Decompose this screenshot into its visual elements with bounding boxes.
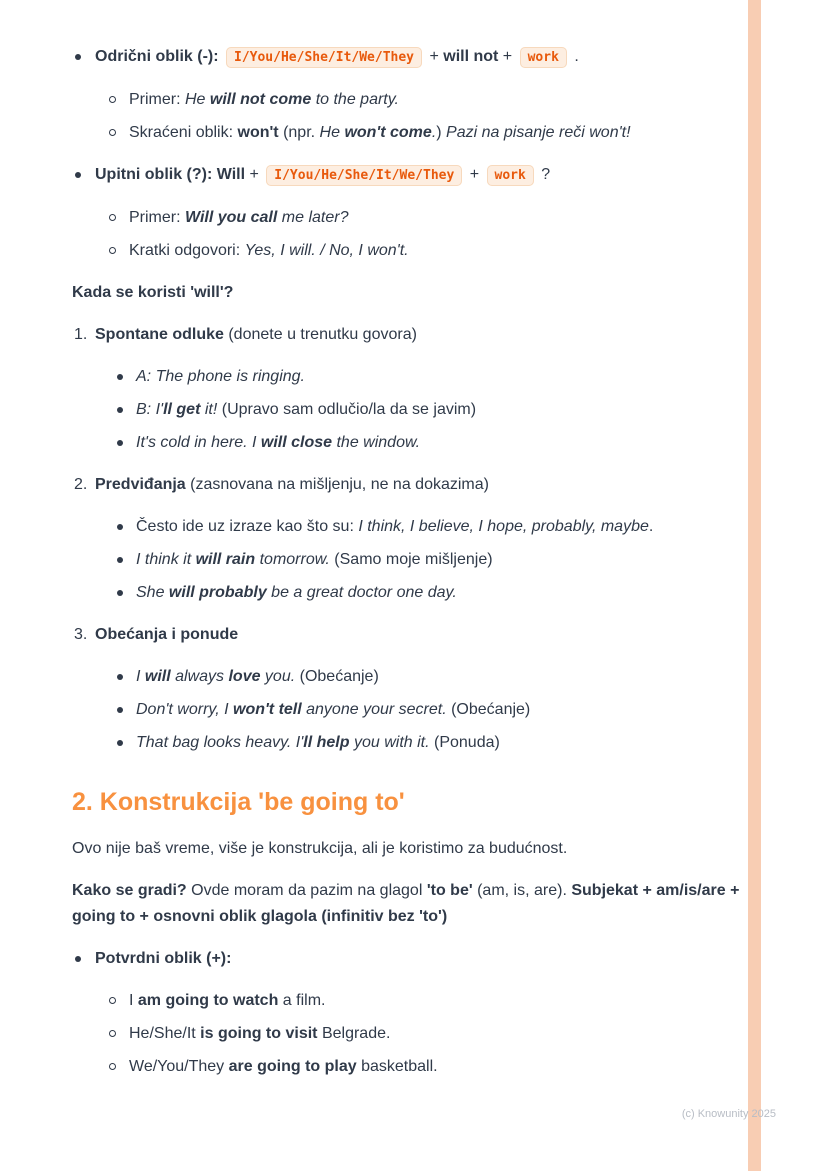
rich-text	[129, 1058, 438, 1075]
text-segment: tomorrow.	[255, 551, 330, 568]
rich-text	[136, 584, 457, 601]
code-chip: work	[520, 47, 567, 68]
nested-list-item	[72, 664, 748, 690]
code-chip: I/You/He/She/It/We/They	[226, 47, 422, 68]
text-segment: She	[136, 584, 169, 601]
text-segment: Pazi na pisanje reči won't!	[446, 124, 631, 141]
text-segment: will probably	[168, 584, 267, 601]
text-segment: Primer:	[129, 209, 185, 226]
rich-text	[129, 209, 348, 226]
text-segment: Belgrade.	[317, 1025, 391, 1042]
text-segment: Obećanja i ponude	[95, 626, 239, 643]
text-segment: Will you call	[185, 209, 278, 226]
text-segment: always	[170, 668, 229, 685]
rich-text	[136, 434, 420, 451]
text-segment: Primer:	[129, 91, 185, 108]
text-segment: you.	[260, 668, 296, 685]
text-segment: (Upravo sam odlučio/la da se javim)	[217, 401, 477, 418]
bullet-circle-icon	[109, 96, 116, 103]
text-segment: Don't worry, I	[136, 701, 233, 718]
text-segment: That bag looks heavy. I'	[136, 734, 304, 751]
numbered-list-item	[72, 622, 748, 648]
text-segment: ll get	[163, 401, 201, 418]
sub-list-item	[72, 1054, 748, 1080]
text-segment: Yes, I will. / No, I won't.	[244, 242, 409, 259]
text-segment: me later?	[277, 209, 349, 226]
rich-text	[95, 166, 550, 183]
text-segment: I think it	[136, 551, 196, 568]
text-segment: basketball.	[356, 1058, 438, 1075]
bullet-circle-icon	[109, 997, 116, 1004]
text-segment: 2. Konstrukcija 'be going to'	[72, 788, 405, 816]
text-segment: (Obećanje)	[295, 668, 379, 685]
text-segment: Potvrdni oblik (+):	[95, 950, 232, 967]
text-segment: anyone your secret.	[301, 701, 447, 718]
list-number: 2.	[74, 476, 88, 493]
text-segment: Odrični oblik (-):	[95, 48, 223, 65]
rich-text	[95, 626, 238, 643]
text-segment: will	[144, 668, 171, 685]
rich-text	[95, 48, 579, 65]
text-segment: B: I'	[136, 401, 164, 418]
bullet-disc-icon	[117, 557, 123, 563]
rich-text	[129, 1025, 390, 1042]
rich-text	[136, 518, 653, 535]
bullet-disc-icon	[117, 440, 123, 446]
text-segment: .	[569, 48, 579, 65]
bullet-circle-icon	[109, 247, 116, 254]
sub-list-item	[72, 988, 748, 1014]
text-segment: .	[648, 518, 654, 535]
text-segment: He/She/It	[129, 1025, 201, 1042]
bullet-circle-icon	[109, 214, 116, 221]
text-segment: Subjekat + am/is/are + going to + osnovni oblik glagola (infinitiv bez 'to')	[72, 882, 740, 925]
text-segment: (Obećanje)	[446, 701, 531, 718]
paragraph	[72, 280, 748, 306]
text-segment: He	[319, 124, 345, 141]
nested-list-item	[72, 730, 748, 756]
list-item	[72, 162, 748, 189]
text-segment: We/You/They	[129, 1058, 229, 1075]
list-number: 1.	[74, 326, 88, 343]
paragraph	[72, 836, 748, 862]
rich-text	[136, 668, 379, 685]
text-segment: ll help	[303, 734, 350, 751]
document-content	[72, 26, 748, 1087]
bullet-disc-icon	[117, 674, 123, 680]
text-segment: Upitni oblik (?): Will	[95, 166, 246, 183]
text-segment: will not come	[209, 91, 312, 108]
text-segment: Ovde moram da pazim na glagol	[186, 882, 427, 899]
text-segment: Spontane odluke	[95, 326, 224, 343]
text-segment: 'to be'	[426, 882, 473, 899]
text-segment: +	[245, 166, 264, 183]
code-chip: work	[487, 165, 534, 186]
bullet-disc-icon	[75, 54, 81, 60]
text-segment: I	[129, 992, 138, 1009]
text-segment: Predviđanja	[95, 476, 186, 493]
page-edge-stripe	[748, 0, 761, 1171]
rich-text	[136, 368, 305, 385]
text-segment: the window.	[332, 434, 421, 451]
sub-list-item	[72, 1021, 748, 1047]
list-item	[72, 946, 748, 972]
rich-text	[136, 734, 500, 751]
bullet-circle-icon	[109, 129, 116, 136]
bullet-disc-icon	[117, 407, 123, 413]
sub-list-item	[72, 120, 748, 146]
text-segment: is going to visit	[200, 1025, 318, 1042]
nested-list-item	[72, 430, 748, 456]
nested-list-item	[72, 514, 748, 540]
text-segment: Kratki odgovori:	[129, 242, 245, 259]
numbered-list-item	[72, 472, 748, 498]
text-segment: be a great doctor one day.	[266, 584, 457, 601]
numbered-list-item	[72, 322, 748, 348]
text-segment: (npr.	[278, 124, 320, 141]
text-segment: ?	[536, 166, 551, 183]
text-segment: to the party.	[311, 91, 399, 108]
text-segment: It's cold in here. I	[136, 434, 261, 451]
rich-text	[129, 124, 631, 141]
bullet-disc-icon	[117, 707, 123, 713]
rich-text	[95, 950, 231, 967]
list-item	[72, 44, 748, 71]
rich-text	[129, 91, 399, 108]
text-segment: a film.	[278, 992, 326, 1009]
text-segment: A: The phone is ringing.	[136, 368, 305, 385]
text-segment: will rain	[195, 551, 256, 568]
bullet-disc-icon	[117, 374, 123, 380]
text-segment: (Samo moje mišljenje)	[329, 551, 493, 568]
rich-text	[95, 326, 417, 343]
text-segment: (zasnovana na mišljenju, ne na dokazima)	[185, 476, 489, 493]
text-segment: won't	[237, 124, 279, 141]
sub-list-item	[72, 87, 748, 113]
text-segment: Ovo nije baš vreme, više je konstrukcija, ali je koristimo za budućnost.	[72, 840, 568, 857]
text-segment: won't come	[344, 124, 432, 141]
rich-text	[72, 284, 233, 301]
rich-text	[72, 882, 739, 925]
text-segment: +	[465, 166, 484, 183]
text-segment: you with it.	[349, 734, 430, 751]
rich-text	[129, 992, 325, 1009]
text-segment: (am, is, are).	[472, 882, 572, 899]
text-segment: are going to play	[228, 1058, 357, 1075]
text-segment: it!	[200, 401, 218, 418]
text-segment: Kada se koristi 'will'?	[72, 284, 234, 301]
bullet-disc-icon	[75, 172, 81, 178]
nested-list-item	[72, 364, 748, 390]
rich-text	[136, 701, 530, 718]
text-segment: won't tell	[233, 701, 302, 718]
text-segment: (donete u trenutku govora)	[223, 326, 417, 343]
rich-text	[72, 840, 567, 857]
text-segment: (Ponuda)	[429, 734, 500, 751]
text-segment: Često ide uz izraze kao što su:	[136, 518, 359, 535]
list-number: 3.	[74, 626, 88, 643]
text-segment: )	[436, 124, 447, 141]
footer-credit: (c) Knowunity 2025	[681, 1108, 776, 1120]
bullet-circle-icon	[109, 1063, 116, 1070]
text-segment: .	[431, 124, 437, 141]
code-chip: I/You/He/She/It/We/They	[266, 165, 462, 186]
text-segment: I	[136, 668, 145, 685]
sub-list-item	[72, 205, 748, 231]
bullet-disc-icon	[75, 956, 81, 962]
bullet-circle-icon	[109, 1030, 116, 1037]
text-segment: Kako se gradi?	[72, 882, 187, 899]
bullet-disc-icon	[117, 740, 123, 746]
text-segment: am going to watch	[137, 992, 279, 1009]
nested-list-item	[72, 697, 748, 723]
text-segment: I think, I believe, I hope, probably, maybe	[358, 518, 649, 535]
text-segment: Skraćeni oblik:	[129, 124, 238, 141]
bullet-disc-icon	[117, 590, 123, 596]
text-segment: will close	[260, 434, 333, 451]
bullet-disc-icon	[117, 524, 123, 530]
text-segment: +	[498, 48, 517, 65]
text-segment: He	[185, 91, 210, 108]
nested-list-item	[72, 547, 748, 573]
nested-list-item	[72, 580, 748, 606]
paragraph	[72, 878, 748, 930]
text-segment: love	[228, 668, 261, 685]
rich-text	[129, 242, 409, 259]
section-heading	[72, 786, 748, 818]
rich-text	[95, 476, 489, 493]
nested-list-item	[72, 397, 748, 423]
sub-list-item	[72, 238, 748, 264]
rich-text	[136, 401, 476, 418]
text-segment: +	[425, 48, 444, 65]
rich-text	[136, 551, 493, 568]
rich-text	[72, 788, 405, 816]
text-segment: will not	[443, 48, 499, 65]
